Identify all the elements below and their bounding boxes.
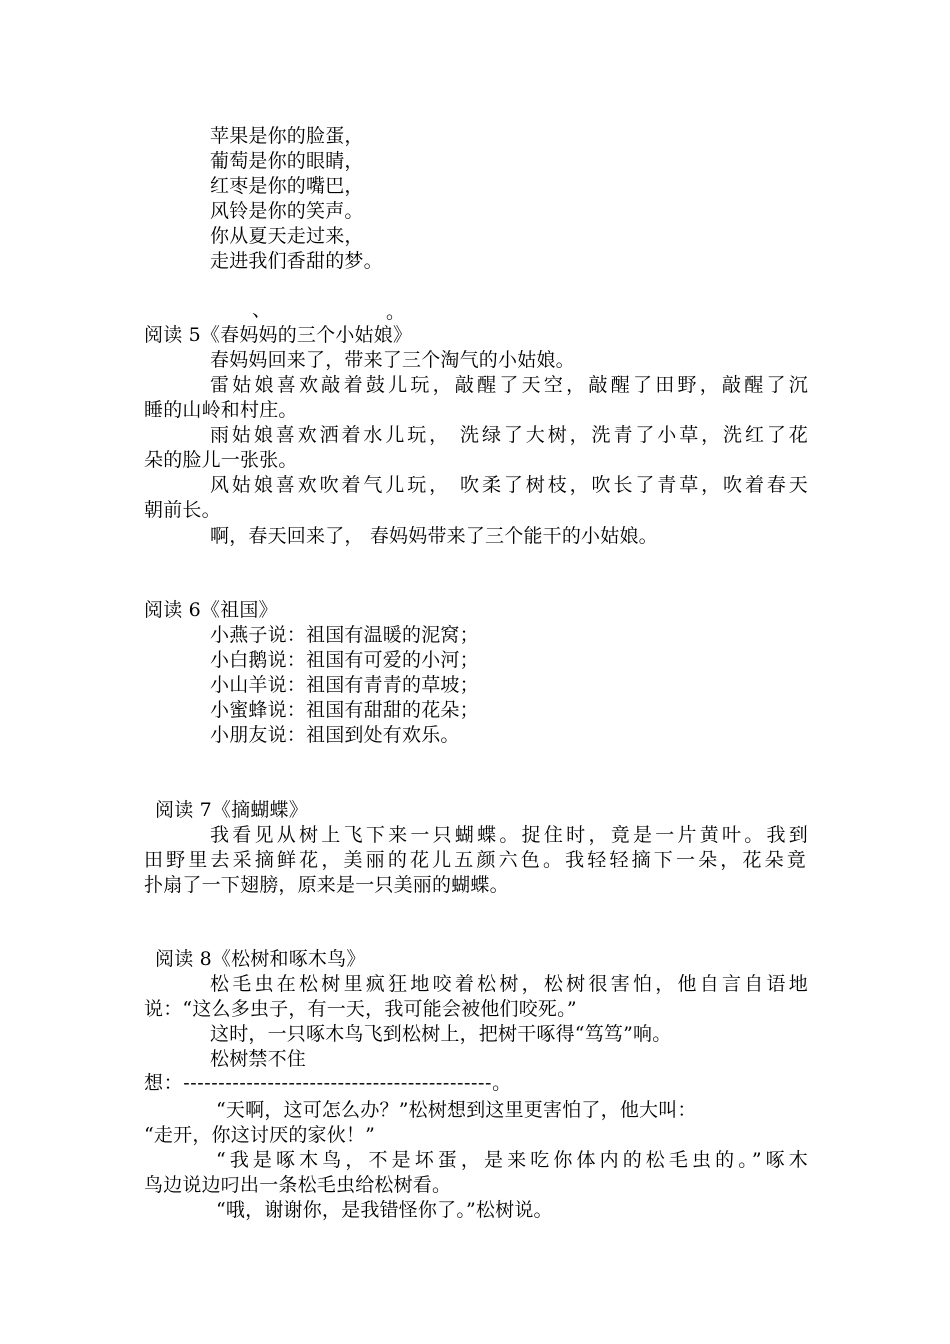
poem-line: 葡萄是你的眼睛，: [210, 150, 364, 172]
paragraph-line: “走开，你这讨厌的家伙！”: [144, 1124, 376, 1146]
poem-line: 风铃是你的笑声。: [210, 200, 364, 222]
paragraph-line: 松毛虫在松树里疯狂地咬着松树，松树很害怕，他自言自语地: [210, 973, 808, 995]
paragraph-line: 松树禁不住: [210, 1048, 307, 1070]
paragraph-line: 雨姑娘喜欢洒着水儿玩， 洗绿了大树，洗青了小草，洗红了花: [210, 424, 808, 446]
reading-title: 阅读 5《春妈妈的三个小姑娘》: [144, 324, 413, 346]
paragraph-line: 风姑娘喜欢吹着气儿玩， 吹柔了树枝，吹长了青草，吹着春天: [210, 474, 808, 496]
paragraph-line: “天啊，这可怎么办？”松树想到这里更害怕了，他大叫：: [216, 1099, 697, 1121]
stray-comma-mark: 、: [252, 299, 272, 321]
poem-line: 你从夏天走过来，: [210, 225, 364, 247]
paragraph-line: 这时，一只啄木鸟飞到松树上，把树干啄得“笃笃”响。: [210, 1023, 672, 1045]
poem-line: 小朋友说：祖国到处有欢乐。: [210, 724, 460, 746]
poem-line: 红枣是你的嘴巴，: [210, 175, 364, 197]
paragraph-line: 啊，春天回来了， 春妈妈带来了三个能干的小姑娘。: [210, 525, 658, 547]
paragraph-line: 春妈妈回来了，带来了三个淘气的小姑娘。: [210, 349, 575, 371]
reading-title: 阅读 7《摘蝴蝶》: [155, 799, 308, 821]
paragraph-line: 朵的脸儿一张张。: [144, 449, 298, 471]
paragraph-line: 雷姑娘喜欢敲着鼓儿玩，敲醒了天空，敲醒了田野，敲醒了沉: [210, 374, 808, 396]
poem-line: 苹果是你的脸蛋，: [210, 125, 364, 147]
reading-title: 阅读 8《松树和啄木鸟》: [155, 948, 366, 970]
reading-title: 阅读 6《祖国》: [144, 599, 278, 621]
paragraph-line: “哦，谢谢你，是我错怪你了。”松树说。: [216, 1199, 553, 1221]
poem-line: 小蜜蜂说：祖国有甜甜的花朵；: [210, 699, 479, 721]
paragraph-line: 我看见从树上飞下来一只蝴蝶。捉住时，竟是一片黄叶。我到: [210, 824, 808, 846]
paragraph-line: 睡的山岭和村庄。: [144, 399, 298, 421]
fill-in-blank-line: 想：--------------------------------------------。: [144, 1072, 512, 1094]
poem-line: 小燕子说：祖国有温暖的泥窝；: [210, 624, 479, 646]
paragraph-line: “我是啄木鸟，不是坏蛋，是来吃你体内的松毛虫的。”啄木: [216, 1149, 808, 1171]
paragraph-line: 扑扇了一下翅膀，原来是一只美丽的蝴蝶。: [144, 874, 509, 896]
stray-period-mark: 。: [386, 301, 406, 323]
paragraph-line: 鸟边说边叼出一条松毛虫给松树看。: [144, 1174, 452, 1196]
paragraph-line: 田野里去采摘鲜花，美丽的花儿五颜六色。我轻轻摘下一朵，花朵竟: [144, 849, 806, 871]
poem-line: 小山羊说：祖国有青青的草坡；: [210, 674, 479, 696]
paragraph-line: 说：“这么多虫子，有一天，我可能会被他们咬死。”: [144, 998, 577, 1020]
poem-line: 走进我们香甜的梦。: [210, 250, 383, 272]
poem-line: 小白鹅说：祖国有可爱的小河；: [210, 649, 479, 671]
paragraph-line: 朝前长。: [144, 499, 221, 521]
